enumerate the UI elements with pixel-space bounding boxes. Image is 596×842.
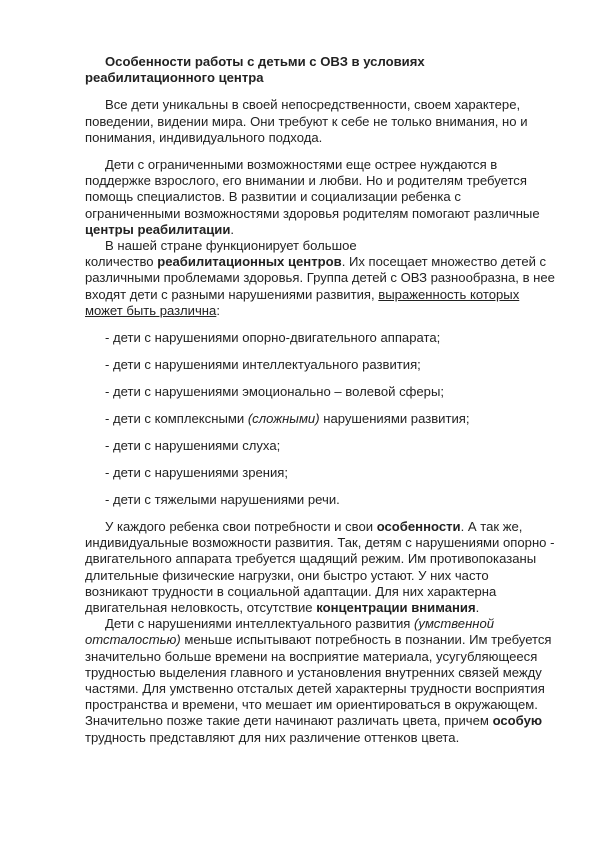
list-item-4-pre: - дети с комплексными bbox=[105, 411, 248, 427]
list-item-4-italic: (сложными) bbox=[247, 411, 320, 427]
impairments-list bbox=[85, 330, 555, 508]
paragraph-2-text: Дети с ограниченными возможностями еще острее нуждаются в поддержке взрослого, его внимании и любви. Но и родителям требуется помощь специалистов. В развитии и социализации ребенка с ограниченными возможностями здоровья родителям помогают различные bbox=[85, 157, 540, 221]
paragraph-5-bold: особую bbox=[492, 713, 543, 729]
paragraph-4 bbox=[85, 519, 555, 616]
list-item: - дети с нарушениями зрения; bbox=[105, 465, 289, 481]
paragraph-3-end: : bbox=[216, 302, 220, 318]
paragraph-5-italic: (умственной отсталостью) bbox=[85, 616, 495, 648]
list-item-4-post: нарушениями развития; bbox=[319, 411, 470, 427]
paragraph-4-end: . bbox=[475, 600, 480, 616]
paragraph-3-text: . Их посещает множество детей с различными проблемами здоровья. Группа детей с ОВЗ разнообразна, в нее входят дети с разными нарушениями развития, bbox=[85, 254, 555, 302]
paragraph-3-line-1: В нашей стране функционирует большое bbox=[105, 238, 357, 254]
paragraph-4-pre: У каждого ребенка свои потребности и свои bbox=[105, 519, 377, 535]
paragraph-5-text: меньше испытывают потребность в познании. Им требуется значительно больше времени на восприятие материала, усугубляющееся трудностью выделения главного и установления внутренних связей между частями. Для умственно отсталых детей характерны трудности восприятия пространства и времени, что мешает им ориентироваться в окружающем. Значительно позже такие дети начинают различать цвета, причем bbox=[85, 632, 552, 729]
list-item: - дети с нарушениями слуха; bbox=[105, 438, 281, 454]
page-title bbox=[85, 54, 555, 86]
title-line-1: Особенности работы с детьми с ОВЗ в условиях bbox=[105, 54, 425, 69]
paragraph-5-pre: Дети с нарушениями интеллектуального развития bbox=[105, 616, 415, 632]
paragraph-2-bold: центры реабилитации bbox=[85, 221, 231, 237]
title-line-2: реабилитационного центра bbox=[85, 70, 264, 86]
paragraph-3-pre: количество bbox=[85, 254, 158, 270]
paragraph-3-bold: реабилитационных центров bbox=[157, 254, 342, 270]
list-item: - дети с нарушениями интеллектуального развития; bbox=[105, 357, 421, 373]
list-item: - дети с тяжелыми нарушениями речи. bbox=[105, 492, 340, 508]
paragraph-5-end: трудность представляют для них различение оттенков цвета. bbox=[85, 729, 460, 745]
paragraph-4-text: . А так же, индивидуальные возможности развития. Так, детям с нарушениями опорно - двигательного аппарата требуется щадящий режим. Им противопоказаны длительные физические нагрузки, они быстро устают. У них часто возникают трудности в социальной адаптации. Для них характерна двигательная неловкость, отсутствие bbox=[85, 519, 555, 616]
paragraph-1: Все дети уникальны в своей непосредственности, своем характере, поведении, видении мира. Они требуют к себе не только внимания, но и понимания, индивидуального подхода. bbox=[85, 97, 528, 145]
list-item bbox=[105, 411, 555, 427]
document-page bbox=[85, 54, 555, 746]
paragraph-2-end: . bbox=[230, 221, 235, 237]
list-item: - дети с нарушениями опорно-двигательного аппарата; bbox=[105, 330, 441, 346]
paragraph-3 bbox=[85, 238, 555, 319]
paragraph-2 bbox=[85, 157, 555, 238]
paragraph-4-bold-2: концентрации внимания bbox=[316, 600, 476, 616]
paragraph-3-underlined: выраженность которых может быть различна bbox=[85, 286, 520, 318]
paragraph-5 bbox=[85, 616, 555, 746]
paragraph-4-bold-1: особенности bbox=[376, 519, 461, 535]
list-item: - дети с нарушениями эмоционально – волевой сферы; bbox=[105, 384, 444, 400]
